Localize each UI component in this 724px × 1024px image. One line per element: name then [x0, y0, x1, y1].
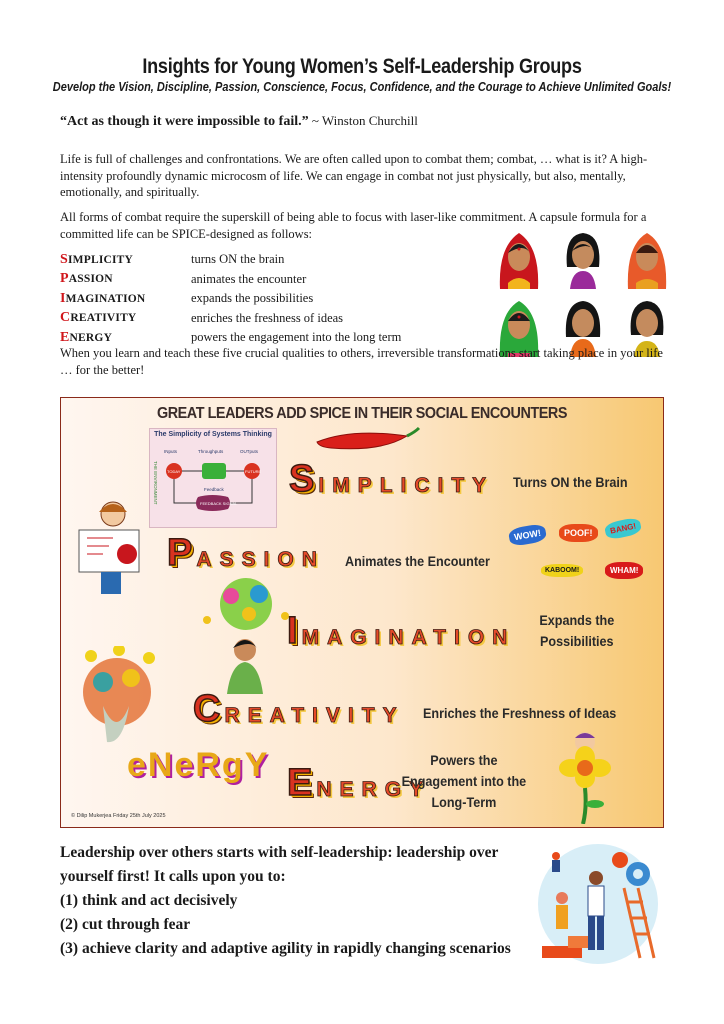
woman-face-icon	[622, 227, 672, 289]
systems-label: FEEDBACK SIGNAL	[200, 501, 238, 506]
comic-burst-icon: WOW!	[508, 523, 548, 547]
spice-desc: enriches the freshness of ideas	[191, 310, 344, 325]
spice-word-rest: REATIVITY	[70, 312, 137, 325]
woman-face-icon	[494, 227, 544, 289]
spice-row-creativity	[60, 309, 480, 329]
quote-attribution: ~ Winston Churchill	[311, 113, 418, 128]
closing-point: (1) think and act decisively	[60, 892, 238, 909]
spice-word-energy: E NERGY	[287, 762, 432, 804]
page-subtitle: Develop the Vision, Discipline, Passion, Conscience, Focus, Confidence, and the Courage to Achieve Unlimited Goals!	[52, 80, 672, 94]
flower-girl-icon	[555, 728, 615, 824]
comic-burst-icon: BANG!	[604, 516, 643, 540]
comic-words-cluster	[509, 520, 649, 594]
systems-label: FUTURE	[245, 469, 262, 474]
creative-head-icon	[67, 646, 167, 746]
spice-list	[60, 250, 480, 348]
woman-with-poster-icon	[73, 498, 151, 594]
systems-label: OUTputs	[240, 449, 259, 454]
chili-pepper-icon	[311, 426, 421, 452]
systems-diagram-title: The Simplicity of Systems Thinking	[154, 431, 272, 438]
spice-word-imagination: I MAGINATION	[287, 610, 516, 652]
infographic-credit: © Dilip Mukerjea Friday 25th July 2025	[71, 813, 166, 819]
spice-word-rest: IMPLICITY	[68, 253, 134, 266]
comic-burst-icon: POOF!	[559, 524, 598, 542]
systems-label: Throughputs	[198, 449, 224, 454]
closing-point: (2) cut through fear	[60, 916, 191, 933]
spice-desc: turns ON the brain	[191, 252, 285, 267]
page-title: Insights for Young Women’s Self-Leadership Groups	[142, 55, 582, 78]
spice-desc-imagination: Expands the Possibilities	[539, 612, 615, 649]
paragraph-combat: Life is full of challenges and confrontations. We are often called upon to combat them; combat, … what is it? A high-intensity profoundly dynamic microcosm of life. We can engage in combat not just physically, but also, mentally, emotionally, and spiritually.	[60, 152, 648, 199]
spice-desc: expands the possibilities	[191, 291, 314, 306]
spice-initial: C	[60, 310, 71, 326]
comic-burst-icon: WHAM!	[605, 562, 643, 579]
spice-word-simplicity: S IMPLICITY	[289, 458, 495, 500]
spice-initial: P	[60, 271, 69, 287]
women-faces-illustration	[494, 227, 674, 357]
spice-desc-simplicity: Turns ON the Brain	[513, 474, 628, 490]
infographic-title: GREAT LEADERS ADD SPICE IN THEIR SOCIAL ENCOUNTERS	[156, 405, 568, 422]
spice-row-simplicity	[60, 250, 480, 270]
spice-desc: powers the engagement into the long term	[191, 330, 402, 345]
paragraph-spice-formula: All forms of combat require the superskill of being able to focus with laser-like commitment. A capsule formula for a committed life can be SPICE-designed as follows:	[60, 210, 647, 241]
quote-text: “Act as though it were impossible to fail.”	[60, 114, 309, 129]
energy-letters-art: eNeRgY	[127, 746, 270, 784]
spice-infographic	[60, 397, 664, 828]
spice-word-rest: ASSION	[68, 273, 113, 286]
spice-word-creativity: C REATIVITY	[193, 688, 405, 730]
systems-flow-graphic	[150, 441, 276, 527]
woman-face-icon	[558, 227, 608, 289]
systems-label: INputs	[164, 449, 178, 454]
imagination-woman-icon	[201, 576, 291, 694]
systems-label: TODAY	[167, 469, 181, 474]
closing-section	[60, 841, 530, 961]
paragraph-transformations: When you learn and teach these five crucial qualities to others, irreversible transformations start taking place in your life … for the better!	[60, 346, 663, 377]
spice-desc-energy: Powers the Engagement into the Long-Term	[401, 752, 527, 810]
spice-initial: E	[60, 329, 70, 345]
spice-desc-creativity: Enriches the Freshness of Ideas	[423, 705, 617, 721]
systems-label: THE ENVIRONMENT	[153, 461, 158, 505]
spice-desc-passion: Animates the Encounter	[345, 553, 490, 569]
spice-initial: S	[60, 251, 68, 267]
spice-word-rest: NERGY	[69, 331, 113, 344]
closing-point: (3) achieve clarity and adaptive agility in rapidly changing scenarios	[60, 940, 511, 957]
systems-thinking-diagram	[149, 428, 277, 528]
systems-label: Feedback	[204, 487, 224, 492]
spice-row-passion	[60, 270, 480, 290]
quote	[60, 113, 670, 131]
closing-intro: Leadership over others starts with self-leadership: leadership over yourself first! It calls upon you to:	[60, 844, 499, 885]
spice-word-rest: MAGINATION	[65, 292, 146, 305]
spice-row-imagination	[60, 289, 480, 309]
teamwork-illustration	[528, 838, 668, 968]
spice-initial: I	[60, 290, 66, 306]
spice-desc: animates the encounter	[191, 271, 307, 286]
comic-burst-icon: KABOOM!	[541, 564, 583, 577]
spice-word-passion: P ASSION	[167, 532, 325, 574]
